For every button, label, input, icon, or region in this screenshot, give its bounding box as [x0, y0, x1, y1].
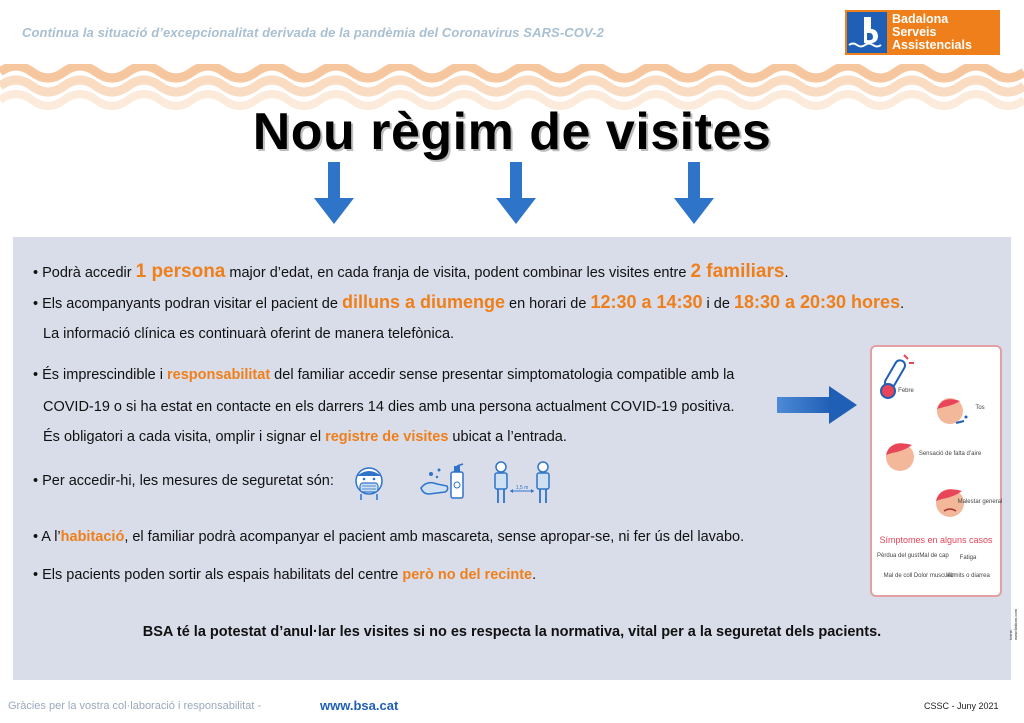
bsa-logo[interactable]: [845, 10, 1000, 55]
highlight-room: habitació: [60, 529, 125, 545]
logo-line-2: Serveis: [892, 25, 937, 39]
footer-website-link[interactable]: www.bsa.cat: [320, 698, 399, 713]
bsa-logo-mark-icon: [847, 12, 887, 53]
highlight-time-2: 18:30 a 20:30 hores: [733, 292, 901, 312]
symptom-headache: Mal de cap: [919, 553, 949, 559]
cough-head-icon: [930, 395, 970, 431]
bullet-responsibility: • És imprescindible i responsabilitat del familiar accedir sense presentar simptomatologia compatible amb la: [33, 367, 735, 383]
warning-notice: BSA té la potestat d’anul·lar les visites si no es respecta la normativa, vital per a la seguretat dels pacients.: [142, 624, 882, 640]
highlight-one-person: 1 persona: [135, 261, 226, 282]
info-panel: [13, 237, 1011, 680]
page-title: Nou règim de visites: [252, 103, 772, 161]
malaise-head-icon: [930, 485, 970, 525]
icon-credit: Icons: www.flaticon.com: [1008, 609, 1018, 640]
symptom-cough: Tos: [975, 405, 985, 411]
symptom-malaise: Malestar general: [957, 499, 1003, 505]
down-arrow-icon: [672, 162, 716, 226]
header-subtitle: Continua la situació d’excepcionalitat derivada de la pandèmia del Coronavirus SARS-COV-2: [22, 25, 605, 40]
hand-sanitizer-icon: [417, 462, 467, 502]
symptom-vomit: Vòmits o diarrea: [946, 573, 990, 579]
bullet-responsibility-line2: COVID-19 o si ha estat en contacte en els darrers 14 dies amb una persona actualment COVID-19 positiva.: [43, 399, 735, 415]
logo-line-3: Assistencials: [892, 38, 972, 52]
symptom-fatigue: Fatiga: [959, 555, 977, 561]
symptom-breath: Sensació de falta d’aire: [918, 451, 982, 457]
breathing-head-icon: [880, 439, 920, 479]
highlight-not-outside: però no del recinte: [402, 567, 533, 583]
highlight-days: dilluns a diumenge: [341, 292, 505, 312]
down-arrow-icon: [494, 162, 538, 226]
symptom-throat: Mal de coll: [883, 573, 913, 579]
highlight-two-relatives: 2 familiars: [690, 261, 785, 282]
face-mask-icon: [351, 464, 387, 502]
symptom-fever: Febre: [898, 388, 914, 394]
symptom-muscle: Dolor muscular: [913, 573, 955, 579]
bullet-security-measures: • Per accedir-hi, les mesures de seguretat són:: [33, 473, 334, 489]
bullet-schedule: • Els acompanyants podran visitar el pacient de dilluns a diumenge en horari de 12:30 a 14:30 i de 18:30 a 20:30 hores.: [33, 292, 905, 312]
svg-text:1,5 m: 1,5 m: [515, 485, 529, 491]
footer-code: CSSC - Juny 2021: [924, 701, 999, 711]
footer-thanks: Gràcies per la vostra col·laboració i responsabilitat -: [8, 700, 262, 712]
symptoms-infographic: [870, 345, 1002, 597]
bullet-register: És obligatori a cada visita, omplir i signar el registre de visites ubicat a l’entrada.: [43, 429, 567, 445]
highlight-time-1: 12:30 a 14:30: [590, 292, 703, 312]
bullet-visitors: • Podrà accedir 1 persona major d’edat, en cada franja de visita, podent combinar les visites entre 2 familiars.: [33, 261, 789, 282]
bullet-patients-exit: • Els pacients poden sortir als espais habilitats del centre però no del recinte.: [33, 567, 537, 583]
bullet-room: • A l’habitació, el familiar podrà acompanyar el pacient amb mascareta, sense apropar-se, ni fer ús del lavabo.: [33, 529, 745, 545]
symptoms-title: Símptomes en alguns casos: [879, 535, 993, 545]
social-distance-icon: [491, 461, 553, 505]
highlight-responsibility: responsabilitat: [167, 367, 271, 383]
highlight-register: registre de visites: [325, 429, 449, 445]
logo-line-1: Badalona: [892, 12, 949, 26]
down-arrow-icon: [312, 162, 356, 226]
symptom-taste: Pèrdua del gust: [876, 553, 920, 559]
clinical-info-note: La informació clínica es continuarà oferint de manera telefònica.: [43, 326, 455, 342]
